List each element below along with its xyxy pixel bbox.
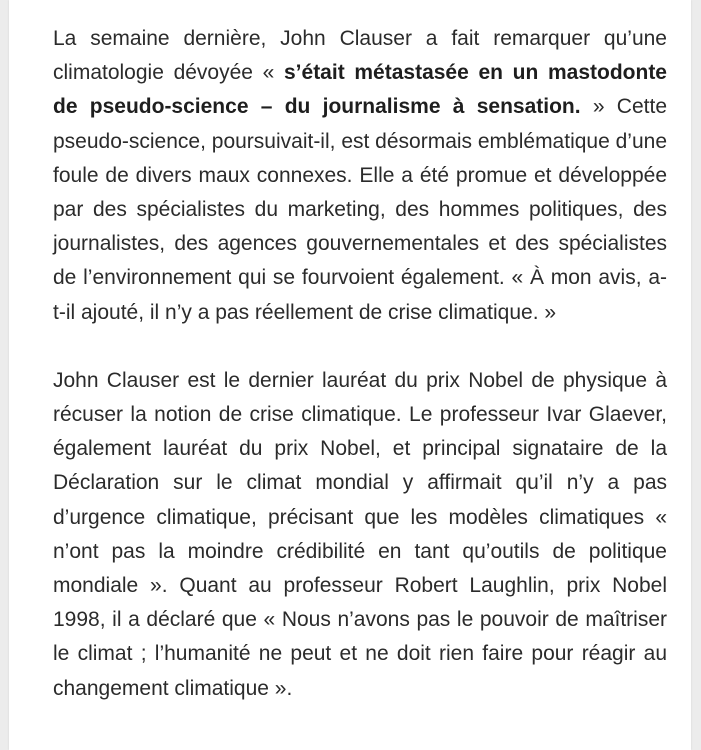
article-card — [9, 0, 691, 750]
paragraph-nobel-laureates: John Clauser est le dernier lauréat du prix Nobel de physique à récuser la notion de crise climatique. Le professeur Ivar Glaever, également lauréat du prix Nobel, et principal signataire de la Déclaration sur le climat mondial y affirmait qu’il n’y a pas d’urgence climatique, précisant que les modèles climatiques « n’ont pas la moindre crédibilité en tant qu’outils de politique mondiale ». Quant au professeur Robert Laughlin, prix Nobel 1998, il a déclaré que « Nous n’avons pas le pouvoir de maîtriser le climat ; l’humanité ne peut et ne doit rien faire pour réagir au changement climatique ». — [53, 368, 667, 700]
paragraph-1-intro: La semaine dernière, John Clauser a fait remarquer qu’une climatologie dévoyée « — [53, 27, 667, 85]
paragraph-clauser-quote — [53, 22, 667, 330]
paragraph-1-bold-quote: s’était métastasée en un mastodonte de pseudo-science – du journalisme à sensation. — [53, 61, 667, 119]
article-body — [53, 22, 667, 706]
paragraph-1-rest: » Cette pseudo-science, poursuivait-il, est désormais emblématique d’une foule de divers maux connexes. Elle a été promue et développée par des spécialistes du marketing, des hommes politiques, des journalistes, des agences gouvernementales et des spécialistes de l’environnement qui se fourvoient également. « À mon avis, a-t-il ajouté, il n’y a pas réellement de crise climatique. » — [53, 95, 668, 324]
